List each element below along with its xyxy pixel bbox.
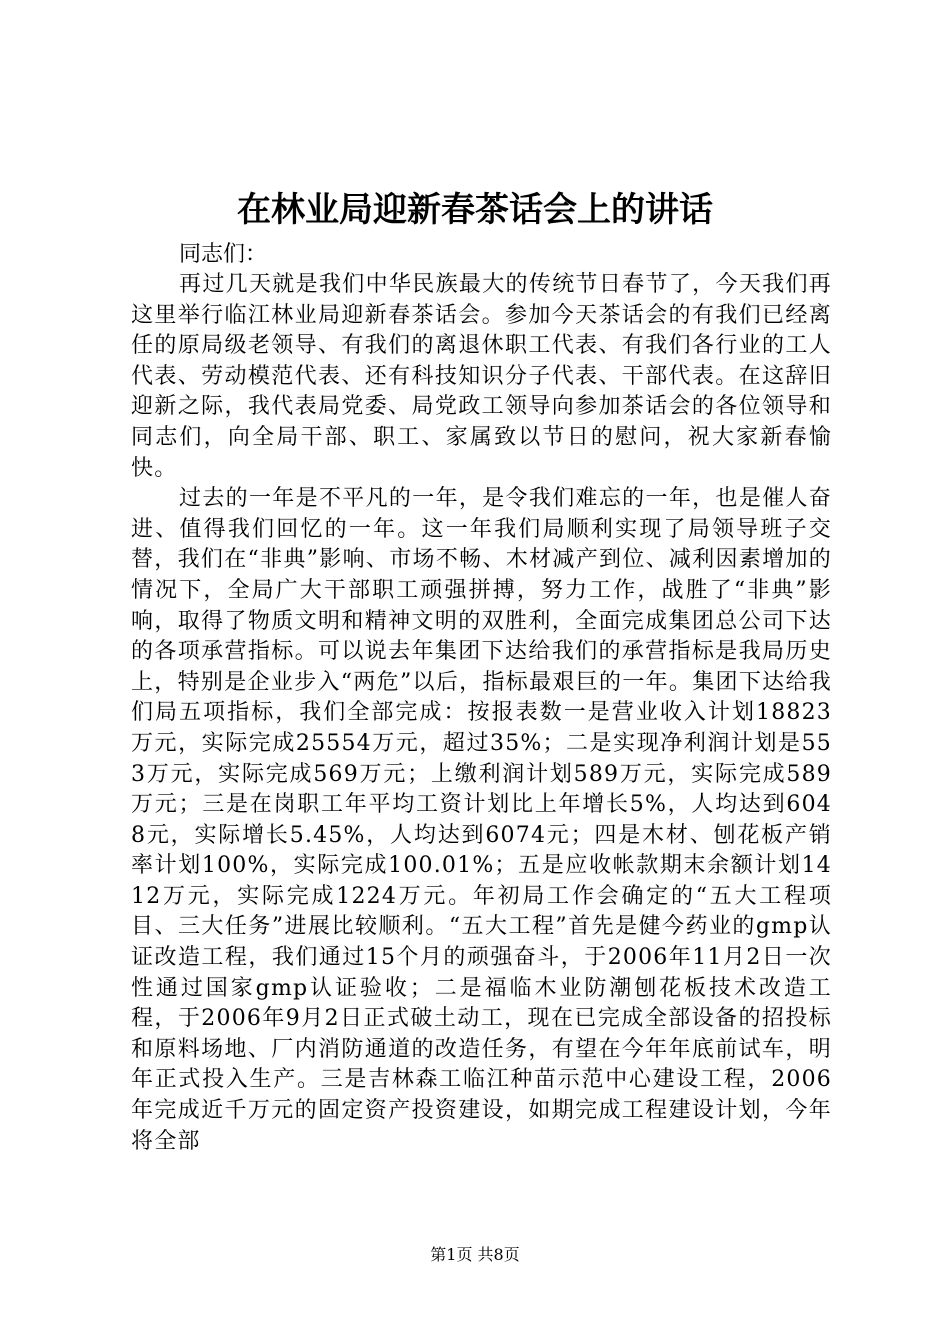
page-title: 在林业局迎新春茶话会上的讲话 [237, 190, 713, 230]
salutation: 同志们： [179, 242, 268, 267]
document-body [131, 240, 832, 1157]
paragraph-review: 过去的一年是不平凡的一年，是令我们难忘的一年，也是催人奋进、值得我们回忆的一年。这一年我们局顺利实现了局领导班子交替，我们在“非典”影响、市场不畅、木材减产到位、减利因素增加的情况下，全局广大干部职工顽强拼搏，努力工作，战胜了“非典”影响，取得了物质文明和精神文明的双胜利，全面完成集团总公司下达的各项承营指标。可以说去年集团下达给我们的承营指标是我局历史上，特别是企业步入“两危”以后，指标最艰巨的一年。集团下达给我们局五项指标，我们全部完成：按报表数一是营业收入计划18823万元，实际完成25554万元，超过35%；二是实现净利润计划是553万元，实际完成569万元；上缴利润计划589万元，实际完成589万元；三是在岗职工年平均工资计划比上年增长5%，人均达到6048元，实际增长5.45%，人均达到6074元；四是木材、刨花板产销率计划100%，实际完成100.01%；五是应收帐款期末余额计划1412万元，实际完成1224万元。年初局工作会确定的“五大工程项目、三大任务”进展比较顺利。“五大工程”首先是健今药业的gmp认证改造工程，我们通过15个月的顽强奋斗，于2006年11月2日一次性通过国家gmp认证验收；二是福临木业防潮刨花板技术改造工程，于2006年9月2日正式破土动工，现在已完成全部设备的招投标和原料场地、厂内消防通道的改造任务，有望在今年年底前试车，明年正式投入生产。三是吉林森工临江种苗示范中心建设工程，2006年完成近千万元的固定资产投资建设，如期完成工程建设计划，今年将全部 [131, 486, 832, 1154]
paragraph-greeting: 再过几天就是我们中华民族最大的传统节日春节了，今天我们再这里举行临江林业局迎新春茶话会。参加今天茶话会的有我们已经离任的原局级老领导、有我们的离退休职工代表、有我们各行业的工人代表、劳动模范代表、还有科技知识分子代表、干部代表。在这辞旧迎新之际，我代表局党委、局党政工领导向参加茶话会的各位领导和同志们，向全局干部、职工、家属致以节日的慰问，祝大家新春愉快。 [131, 272, 832, 481]
page-number: 第1页 共8页 [430, 1245, 520, 1264]
